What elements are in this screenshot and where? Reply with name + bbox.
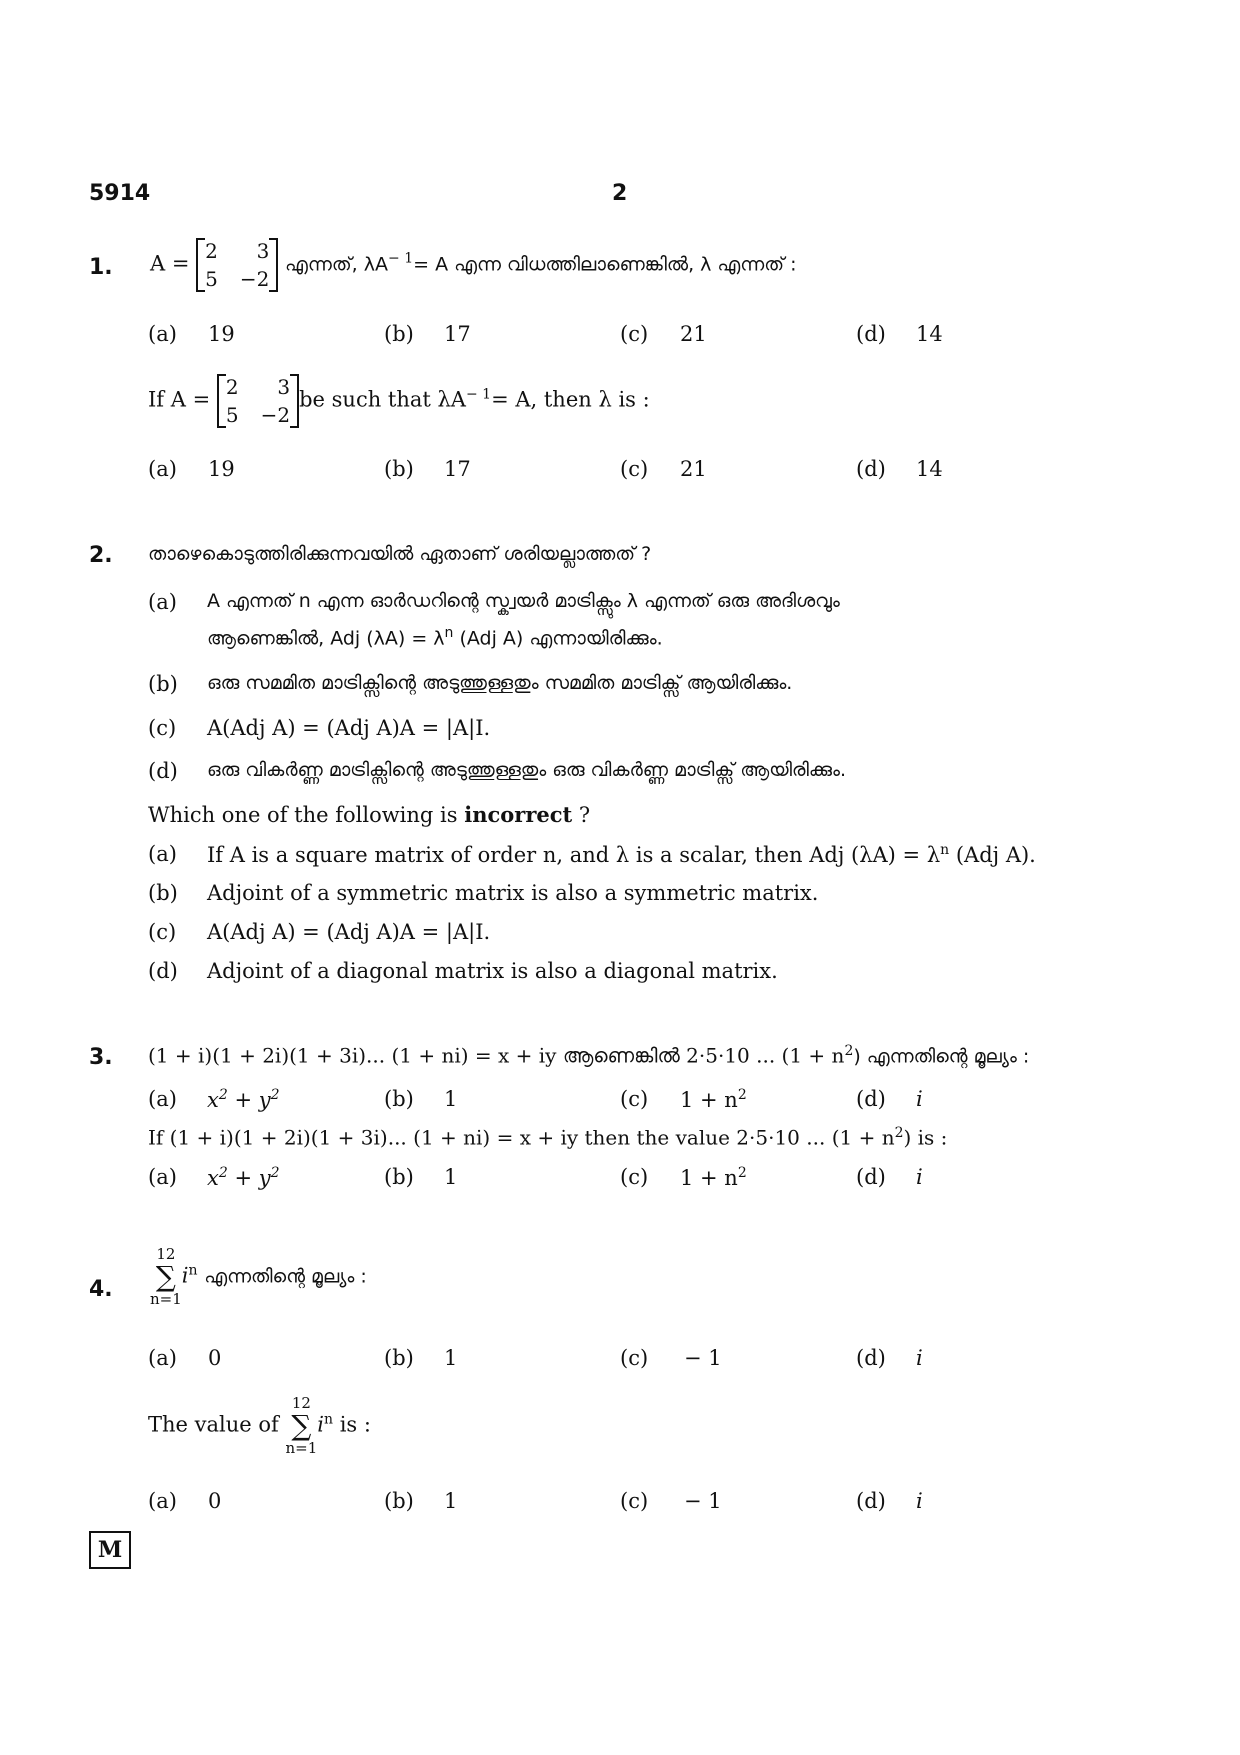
q3-ml-c-label: (c) bbox=[620, 1087, 649, 1111]
q1-ml-text: എന്നത്, λA bbox=[285, 253, 389, 276]
q3-en-d: i bbox=[916, 1165, 923, 1189]
q3-en-stem bbox=[148, 1125, 947, 1150]
q4-ml-d-label: (d) bbox=[856, 1346, 886, 1370]
q2-en-a-text: If A is a square matrix of order n, and λ is a scalar, then Adj (λA) = λ bbox=[207, 843, 941, 867]
q1-ml-option-b: 17 bbox=[444, 322, 471, 346]
q3-ml-b-label: (b) bbox=[384, 1087, 414, 1111]
q2-en-c: A(Adj A) = (Adj A)A = |A|I. bbox=[207, 920, 491, 944]
q4-ml-summation bbox=[150, 1247, 182, 1307]
q3-en-stem-end: ) is : bbox=[903, 1125, 948, 1150]
q3-ml-b: 1 bbox=[444, 1087, 458, 1111]
page-number: 2 bbox=[612, 181, 628, 206]
q1-ml-text2: = A എന്ന വിധത്തിലാണെങ്കിൽ, λ എന്നത് : bbox=[413, 253, 797, 276]
q1-en-option-a: 19 bbox=[208, 457, 235, 481]
q4-ml-stem bbox=[150, 1247, 367, 1307]
q4-en-term: i bbox=[317, 1412, 324, 1437]
q2-en-b: Adjoint of a symmetric matrix is also a symmetric matrix. bbox=[207, 881, 819, 905]
q1-en-sup: − 1 bbox=[465, 386, 492, 403]
q2-en-stem bbox=[148, 802, 590, 827]
q4-ml-text: എന്നതിന്റെ മൂല്യം : bbox=[204, 1265, 367, 1288]
q2-ml-a-line1: A എന്നത് n എന്ന ഓർഡറിന്റെ സ്ക്വയർ മാട്രിക്സും λ എന്നത് ഒരു അദിശവും bbox=[207, 590, 840, 612]
q4-ml-b: 1 bbox=[444, 1346, 458, 1370]
q4-en-a: 0 bbox=[208, 1489, 222, 1513]
q4-ml-c-label: (c) bbox=[620, 1346, 649, 1370]
q1-en-option-a-label: (a) bbox=[148, 457, 177, 481]
q4-ml-term: i bbox=[181, 1263, 189, 1288]
matrix-cell: −2 bbox=[239, 267, 270, 291]
q3-ml-stem-text: (1 + i)(1 + 2i)(1 + 3i)... (1 + ni) = x + iy ആണെങ്കിൽ 2·5·10 ... (1 + n bbox=[148, 1043, 845, 1068]
q3-en-a-sup: 2 bbox=[218, 1165, 228, 1181]
sum-symbol: ∑ bbox=[291, 1409, 312, 1442]
q3-en-a-x: x bbox=[207, 1166, 219, 1190]
q3-en-a-sup2: 2 bbox=[270, 1165, 280, 1181]
question-1-number: 1. bbox=[89, 255, 113, 280]
q2-en-a bbox=[207, 842, 1036, 867]
q2-ml-a-label: (a) bbox=[148, 590, 177, 614]
q3-en-a-label: (a) bbox=[148, 1165, 177, 1189]
q2-en-c-label: (c) bbox=[148, 920, 177, 944]
q4-en-suffix: is : bbox=[339, 1412, 371, 1437]
q2-en-stem-end: ? bbox=[572, 803, 591, 827]
question-1-english-stem bbox=[148, 374, 650, 428]
q3-a-sup2: 2 bbox=[270, 1087, 280, 1103]
q2-ml-c-label: (c) bbox=[148, 716, 177, 740]
sum-symbol: ∑ bbox=[155, 1260, 176, 1293]
q4-ml-term-sup: n bbox=[188, 1262, 198, 1279]
q2-ml-a2-sup: n bbox=[444, 625, 454, 641]
q2-ml-a2-text: ആണെങ്കിൽ, Adj (λA) = λ bbox=[207, 627, 445, 650]
q2-ml-c: A(Adj A) = (Adj A)A = |A|I. bbox=[207, 716, 491, 740]
q3-ml-a-label: (a) bbox=[148, 1087, 177, 1111]
q2-ml-stem: താഴെകൊടുത്തിരിക്കുന്നവയിൽ ഏതാണ് ശരിയല്ലാത്തത് ? bbox=[148, 543, 652, 565]
q2-en-d: Adjoint of a diagonal matrix is also a diagonal matrix. bbox=[207, 959, 778, 983]
q3-ml-stem-end: ) എന്നതിന്റെ മൂല്യം : bbox=[853, 1045, 1030, 1068]
matrix-cell: 3 bbox=[256, 239, 270, 263]
q3-c-sup: 2 bbox=[737, 1087, 747, 1103]
q2-en-stem-bold: incorrect bbox=[464, 802, 573, 827]
sum-lower-limit: n=1 bbox=[150, 1290, 182, 1308]
q3-ml-stem-sup: 2 bbox=[844, 1043, 854, 1059]
q1-ml-option-a-label: (a) bbox=[148, 322, 177, 346]
q1-ml-option-d-label: (d) bbox=[856, 322, 886, 346]
q1-ml-option-c: 21 bbox=[680, 322, 707, 346]
matrix-cell: −2 bbox=[260, 403, 291, 427]
q1-matrix-ml bbox=[196, 238, 278, 292]
q4-ml-a: 0 bbox=[208, 1346, 222, 1370]
q3-ml-a bbox=[207, 1087, 280, 1112]
q1-en-text2: = A, then λ is : bbox=[491, 387, 650, 412]
sum-lower-limit: n=1 bbox=[285, 1439, 318, 1457]
q4-en-stem bbox=[148, 1396, 371, 1456]
q4-en-c: − 1 bbox=[684, 1489, 722, 1513]
q4-ml-c: − 1 bbox=[684, 1346, 722, 1370]
matrix-cell: 3 bbox=[277, 375, 291, 399]
q3-en-b: 1 bbox=[444, 1165, 458, 1189]
q4-en-prefix: The value of bbox=[148, 1412, 279, 1437]
q4-en-d-label: (d) bbox=[856, 1489, 886, 1513]
q1-en-option-d: 14 bbox=[916, 457, 943, 481]
q2-ml-d: ഒരു വികർണ്ണ മാട്രിക്സിന്റെ അടുത്തുള്ളതും ഒരു വികർണ്ണ മാട്രിക്സ് ആയിരിക്കും. bbox=[207, 759, 847, 781]
q4-ml-b-label: (b) bbox=[384, 1346, 414, 1370]
q1-en-option-c: 21 bbox=[680, 457, 707, 481]
q4-en-d: i bbox=[916, 1489, 923, 1513]
q3-en-stem-sup: 2 bbox=[894, 1125, 904, 1141]
q3-a-sup: 2 bbox=[218, 1087, 228, 1103]
q4-en-a-label: (a) bbox=[148, 1489, 177, 1513]
question-2-number: 2. bbox=[89, 543, 113, 568]
q3-en-c-sup: 2 bbox=[737, 1165, 747, 1181]
q3-c-text: 1 + n bbox=[680, 1088, 738, 1112]
sum-upper-limit: 12 bbox=[291, 1394, 311, 1412]
q3-en-stem-text: If (1 + i)(1 + 2i)(1 + 3i)... (1 + ni) = x + iy then the value 2·5·10 ... (1 + n bbox=[148, 1125, 895, 1150]
q1-en-text: be such that λA bbox=[299, 387, 466, 412]
q1-ml-option-d: 14 bbox=[916, 322, 943, 346]
q4-en-c-label: (c) bbox=[620, 1489, 649, 1513]
q2-en-d-label: (d) bbox=[148, 959, 178, 983]
q1-ml-option-c-label: (c) bbox=[620, 322, 649, 346]
matrix-cell: 5 bbox=[205, 267, 218, 291]
q4-en-term-sup: n bbox=[323, 1411, 333, 1428]
sum-upper-limit: 12 bbox=[156, 1245, 176, 1263]
q1-en-option-c-label: (c) bbox=[620, 457, 649, 481]
q1-ml-option-b-label: (b) bbox=[384, 322, 414, 346]
q3-ml-d: i bbox=[916, 1087, 923, 1111]
q3-en-b-label: (b) bbox=[384, 1165, 414, 1189]
q1-ml-prefix: A = bbox=[150, 251, 190, 276]
q3-ml-d-label: (d) bbox=[856, 1087, 886, 1111]
q1-en-option-d-label: (d) bbox=[856, 457, 886, 481]
question-4-number: 4. bbox=[89, 1277, 113, 1302]
q3-en-a bbox=[207, 1165, 280, 1190]
q2-en-a-end: (Adj A). bbox=[949, 843, 1036, 867]
q1-en-prefix: If A = bbox=[148, 387, 211, 412]
q1-ml-sup: − 1 bbox=[388, 250, 414, 267]
q2-en-b-label: (b) bbox=[148, 881, 178, 905]
question-3-number: 3. bbox=[89, 1045, 113, 1070]
q1-en-option-b-label: (b) bbox=[384, 457, 414, 481]
q2-ml-d-label: (d) bbox=[148, 759, 178, 783]
q3-en-a-mid: + y bbox=[227, 1166, 271, 1190]
q4-ml-d: i bbox=[916, 1346, 923, 1370]
version-box: M bbox=[89, 1531, 131, 1569]
paper-code: 5914 bbox=[89, 181, 151, 206]
q1-en-option-b: 17 bbox=[444, 457, 471, 481]
q3-en-c-label: (c) bbox=[620, 1165, 649, 1189]
q3-en-c bbox=[680, 1165, 747, 1190]
q3-ml-c bbox=[680, 1087, 747, 1112]
q4-ml-a-label: (a) bbox=[148, 1346, 177, 1370]
q3-a-x: x bbox=[207, 1088, 219, 1112]
q4-en-b-label: (b) bbox=[384, 1489, 414, 1513]
q2-ml-b: ഒരു സമമിത മാട്രിക്സിന്റെ അടുത്തുള്ളതും സമമിത മാട്രിക്സ് ആയിരിക്കും. bbox=[207, 672, 793, 694]
matrix-cell: 5 bbox=[225, 403, 239, 427]
q3-a-mid: + y bbox=[227, 1088, 271, 1112]
q3-ml-stem bbox=[148, 1043, 1029, 1068]
q2-en-a-sup: n bbox=[940, 842, 950, 858]
q4-en-b: 1 bbox=[444, 1489, 458, 1513]
question-1-malayalam-stem bbox=[150, 238, 797, 292]
q3-en-c-text: 1 + n bbox=[680, 1166, 738, 1190]
q3-en-d-label: (d) bbox=[856, 1165, 886, 1189]
q1-matrix-en bbox=[217, 374, 299, 428]
q1-ml-option-a: 19 bbox=[208, 322, 235, 346]
q2-ml-a2-end: (Adj A) എന്നായിരിക്കും. bbox=[453, 627, 663, 650]
q4-en-summation bbox=[285, 1396, 317, 1456]
matrix-cell: 2 bbox=[205, 239, 218, 263]
q2-ml-b-label: (b) bbox=[148, 672, 178, 696]
q2-en-stem-text: Which one of the following is bbox=[148, 803, 465, 827]
matrix-cell: 2 bbox=[225, 375, 239, 399]
q2-en-a-label: (a) bbox=[148, 842, 177, 866]
q2-ml-a-line2 bbox=[207, 625, 663, 649]
